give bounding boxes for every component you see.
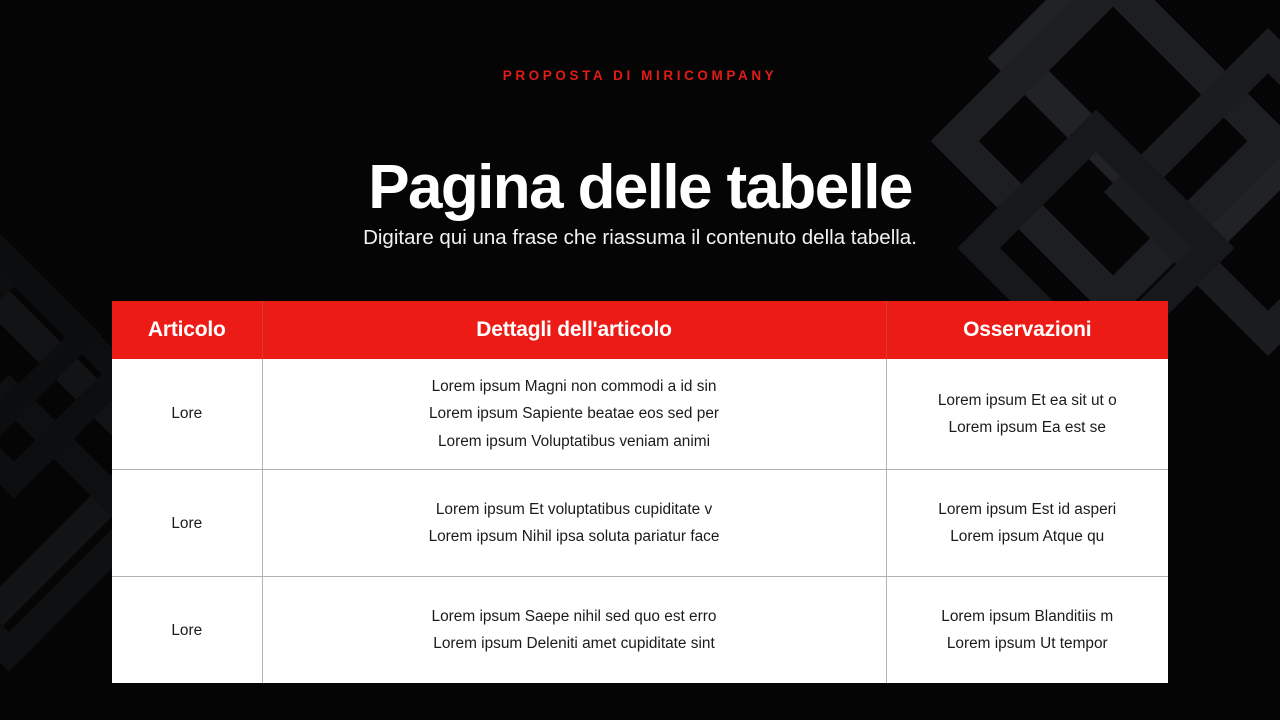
table-body xyxy=(112,359,1168,683)
cell-dettagli xyxy=(262,359,886,470)
cell-articolo: Lore xyxy=(112,470,262,577)
cell-text-line: Lorem ipsum Sapiente beatae eos sed per xyxy=(428,405,720,423)
table-row xyxy=(112,470,1168,577)
cell-text-line: Lorem ipsum Atque qu xyxy=(950,528,1105,546)
cell-text-line: Lorem ipsum Ut tempor xyxy=(946,635,1108,653)
table-header-row xyxy=(112,301,1168,359)
cell-text-line: Lorem ipsum Et ea sit ut o xyxy=(937,391,1117,409)
diamond-outline-icon xyxy=(0,215,101,455)
cell-text-line: Lorem ipsum Est id asperi xyxy=(938,500,1117,518)
cell-dettagli xyxy=(262,577,886,684)
table-row xyxy=(112,577,1168,684)
cell-osservazioni xyxy=(886,470,1168,577)
cell-text-line: Lorem ipsum Et voluptatibus cupiditate v xyxy=(435,500,713,518)
cell-text-line: Lorem ipsum Saepe nihil sed quo est erro xyxy=(431,607,717,625)
slide-eyebrow: PROPOSTA DI MIRICOMPANY xyxy=(502,68,778,83)
cell-text-line: Lorem ipsum Deleniti amet cupiditate sint xyxy=(433,635,715,653)
cell-osservazioni xyxy=(886,577,1168,684)
cell-articolo: Lore xyxy=(112,359,262,470)
cell-articolo: Lore xyxy=(112,577,262,684)
slide-subtitle: Digitare qui una frase che riassuma il contenuto della tabella. xyxy=(363,226,917,249)
table-row xyxy=(112,359,1168,470)
page-title: Pagina delle tabelle xyxy=(368,152,912,222)
column-header-articolo: Articolo xyxy=(112,301,262,359)
cell-text-line: Lorem ipsum Voluptatibus veniam animi xyxy=(437,432,711,450)
cell-text-line: Lorem ipsum Nihil ipsa soluta pariatur face xyxy=(428,528,720,546)
table-container xyxy=(112,301,1168,683)
cell-text-line: Lorem ipsum Ea est se xyxy=(948,419,1106,437)
table-header xyxy=(112,301,1168,359)
cell-text-line: Lorem ipsum Magni non commodi a id sin xyxy=(431,378,717,395)
column-header-osservazioni: Osservazioni xyxy=(886,301,1168,359)
column-header-dettagli: Dettagli dell'articolo xyxy=(262,301,886,359)
cell-dettagli xyxy=(262,470,886,577)
cell-osservazioni xyxy=(886,359,1168,470)
cell-text-line: Lorem ipsum Blanditiis m xyxy=(941,607,1114,625)
items-table xyxy=(112,301,1168,683)
